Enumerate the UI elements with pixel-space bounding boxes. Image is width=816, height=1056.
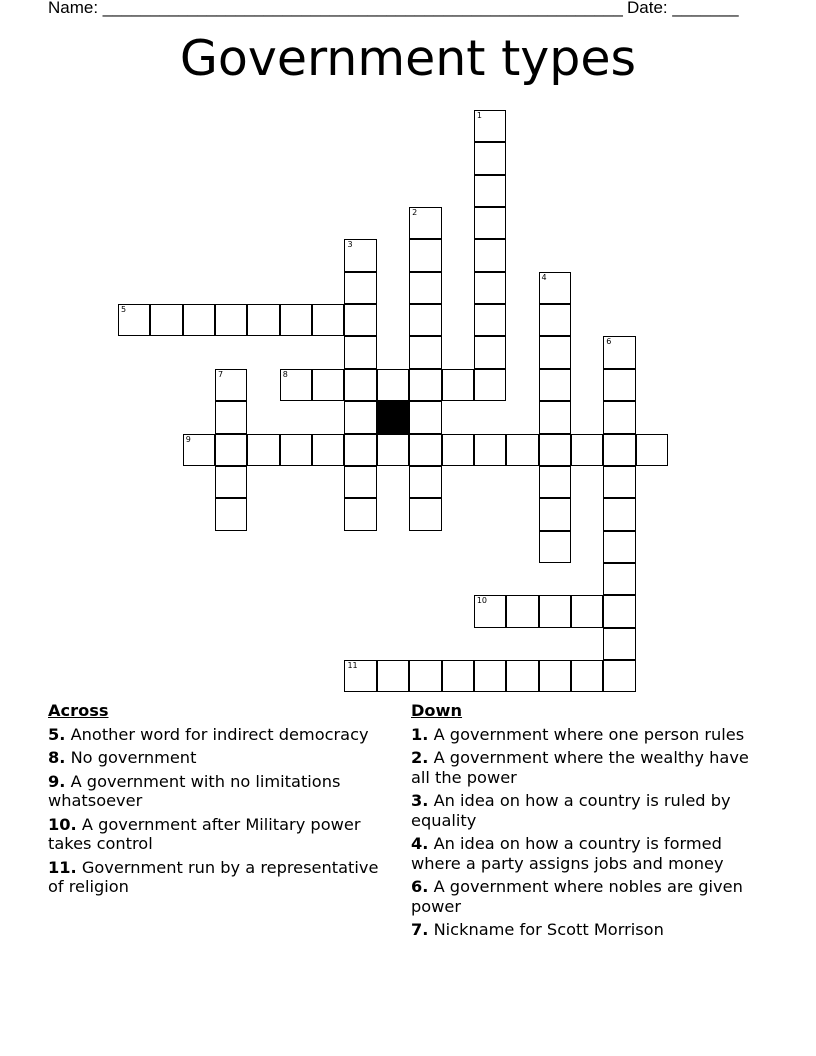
crossword-cell[interactable] [603,563,635,595]
crossword-cell[interactable] [603,531,635,563]
clue-number: 2. [411,748,429,767]
down-heading: Down [411,701,463,720]
crossword-cell[interactable] [247,304,279,336]
crossword-cell[interactable] [539,336,571,368]
crossword-cell[interactable] [215,434,247,466]
crossword-cell[interactable] [118,304,150,336]
crossword-cell[interactable] [377,660,409,692]
crossword-cell[interactable] [442,369,474,401]
page-title: Government types [179,30,637,87]
crossword-cell[interactable] [603,466,635,498]
clue-text: An idea on how a country is formed where a party assigns jobs and money [411,834,724,873]
crossword-cell[interactable] [474,336,506,368]
crossword-cell[interactable] [215,401,247,433]
crossword-cell[interactable] [571,660,603,692]
clue-number-label: 9 [185,434,191,444]
date-field-line: Date: _______ [627,0,739,17]
crossword-cell[interactable] [280,304,312,336]
crossword-cell[interactable] [636,434,668,466]
crossword-cell[interactable] [344,466,376,498]
crossword-cell[interactable] [603,628,635,660]
clue-number-label: 5 [121,305,127,315]
down-clue [411,748,771,787]
crossword-cell[interactable] [409,272,441,304]
clue-number-label: 1 [476,111,482,120]
crossword-cell[interactable] [377,434,409,466]
crossword-cell[interactable] [603,434,635,466]
clue-number-label: 6 [606,337,612,347]
crossword-cell[interactable] [247,434,279,466]
down-clue [411,791,771,830]
crossword-cell[interactable] [506,660,538,692]
crossword-cell[interactable] [603,401,635,433]
crossword-cell[interactable] [474,207,506,239]
crossword-cell[interactable] [183,434,215,466]
crossword-cell[interactable] [539,434,571,466]
clue-text: Another word for indirect democracy [70,724,369,744]
crossword-cell[interactable] [344,272,376,304]
crossword-cell[interactable] [539,369,571,401]
clue-number-label: 3 [347,240,353,250]
crossword-cell[interactable] [474,239,506,271]
crossword-cell[interactable] [474,369,506,401]
crossword-cell[interactable] [312,434,344,466]
across-clue [48,858,393,897]
crossword-cell[interactable] [215,304,247,336]
down-clue [411,920,771,940]
clue-number-label: 2 [412,208,418,218]
crossword-cell[interactable] [539,272,571,304]
crossword-cell[interactable] [409,434,441,466]
clue-number-label: 7 [218,369,224,379]
crossword-cell[interactable] [409,660,441,692]
crossword-cell[interactable] [474,142,506,174]
crossword-cell[interactable] [506,434,538,466]
crossword-cell[interactable] [442,434,474,466]
crossword-cell[interactable] [603,369,635,401]
down-clue [411,725,771,745]
crossword-cell[interactable] [539,660,571,692]
crossword-cell[interactable] [539,304,571,336]
clue-number: 3. [411,791,429,810]
across-clue [48,748,393,768]
crossword-cell[interactable] [183,304,215,336]
crossword-cell[interactable] [474,110,506,142]
crossword-cell[interactable] [409,304,441,336]
crossword-cell[interactable] [474,175,506,207]
clue-number: 7. [411,920,429,939]
crossword-cell[interactable] [215,466,247,498]
crossword-cell[interactable] [539,498,571,530]
clue-number-label: 4 [541,272,547,282]
clue-number: 6. [411,877,429,896]
crossword-cell[interactable] [409,336,441,368]
crossword-cell[interactable] [603,660,635,692]
crossword-cell[interactable] [377,369,409,401]
crossword-cell[interactable] [571,595,603,627]
clue-number: 1. [411,724,429,744]
across-clues [48,701,393,901]
crossword-cell[interactable] [409,401,441,433]
crossword-cell[interactable] [506,595,538,627]
crossword-cell[interactable] [215,369,247,401]
crossword-cell[interactable] [280,434,312,466]
crossword-cell[interactable] [344,239,376,271]
crossword-cell[interactable] [539,401,571,433]
down-clues [411,701,771,944]
crossword-cell[interactable] [474,595,506,627]
clue-text: A government where one person rules [433,724,745,744]
crossword-cell[interactable] [409,369,441,401]
crossword-cell[interactable] [603,336,635,368]
across-clue [48,815,393,854]
across-heading: Across [48,701,109,720]
across-clue-list [48,725,393,897]
clue-text: Government run by a representative of religion [48,857,379,896]
crossword-cell[interactable] [312,304,344,336]
crossword-cell[interactable] [474,272,506,304]
crossword-cell[interactable] [603,498,635,530]
clue-number-label: 8 [282,369,288,379]
crossword-cell[interactable] [539,531,571,563]
down-clue [411,877,771,916]
crossword-cell[interactable] [474,434,506,466]
crossword-cell[interactable] [539,466,571,498]
clue-number: 9. [48,771,66,791]
crossword-cell[interactable] [474,660,506,692]
crossword-cell[interactable] [215,498,247,530]
crossword-cell[interactable] [344,369,376,401]
down-clue [411,834,771,873]
crossword-cell[interactable] [150,304,182,336]
clue-text: A government where nobles are given power [411,877,743,916]
name-field-line: Name: _______________________________________________________ [48,0,623,17]
clue-number: 11. [48,857,77,877]
crossword-cell[interactable] [603,595,635,627]
clue-text: A government after Military power takes control [48,814,361,853]
clue-number-label: 10 [476,596,488,606]
clue-number: 5. [48,724,66,744]
across-clue [48,772,393,811]
clue-text: Nickname for Scott Morrison [433,920,664,939]
crossword-cell[interactable] [344,336,376,368]
crossword-cell[interactable] [409,498,441,530]
clue-text: No government [70,748,197,767]
clue-text: An idea on how a country is ruled by equality [411,791,731,830]
crossword-cell[interactable] [409,239,441,271]
crossword-cell[interactable] [312,369,344,401]
crossword-cell[interactable] [409,207,441,239]
crossword-cell[interactable] [344,434,376,466]
crossword-cell[interactable] [280,369,312,401]
crossword-cell[interactable] [344,304,376,336]
crossword-cell[interactable] [442,660,474,692]
clue-number: 4. [411,834,429,853]
crossword-cell[interactable] [409,466,441,498]
crossword-cell[interactable] [344,498,376,530]
across-clue [48,725,393,745]
crossword-cell[interactable] [571,434,603,466]
crossword-cell[interactable] [344,660,376,692]
clue-number: 8. [48,748,66,767]
crossword-cell[interactable] [344,401,376,433]
crossword-cell[interactable] [474,304,506,336]
clue-text: A government with no limitations whatsoever [48,771,341,810]
clue-number: 10. [48,814,77,834]
crossword-block-cell [377,401,409,433]
crossword-cell[interactable] [539,595,571,627]
down-clue-list [411,725,771,940]
clue-text: A government where the wealthy have all the power [411,748,749,787]
clue-number-label: 11 [347,660,358,670]
